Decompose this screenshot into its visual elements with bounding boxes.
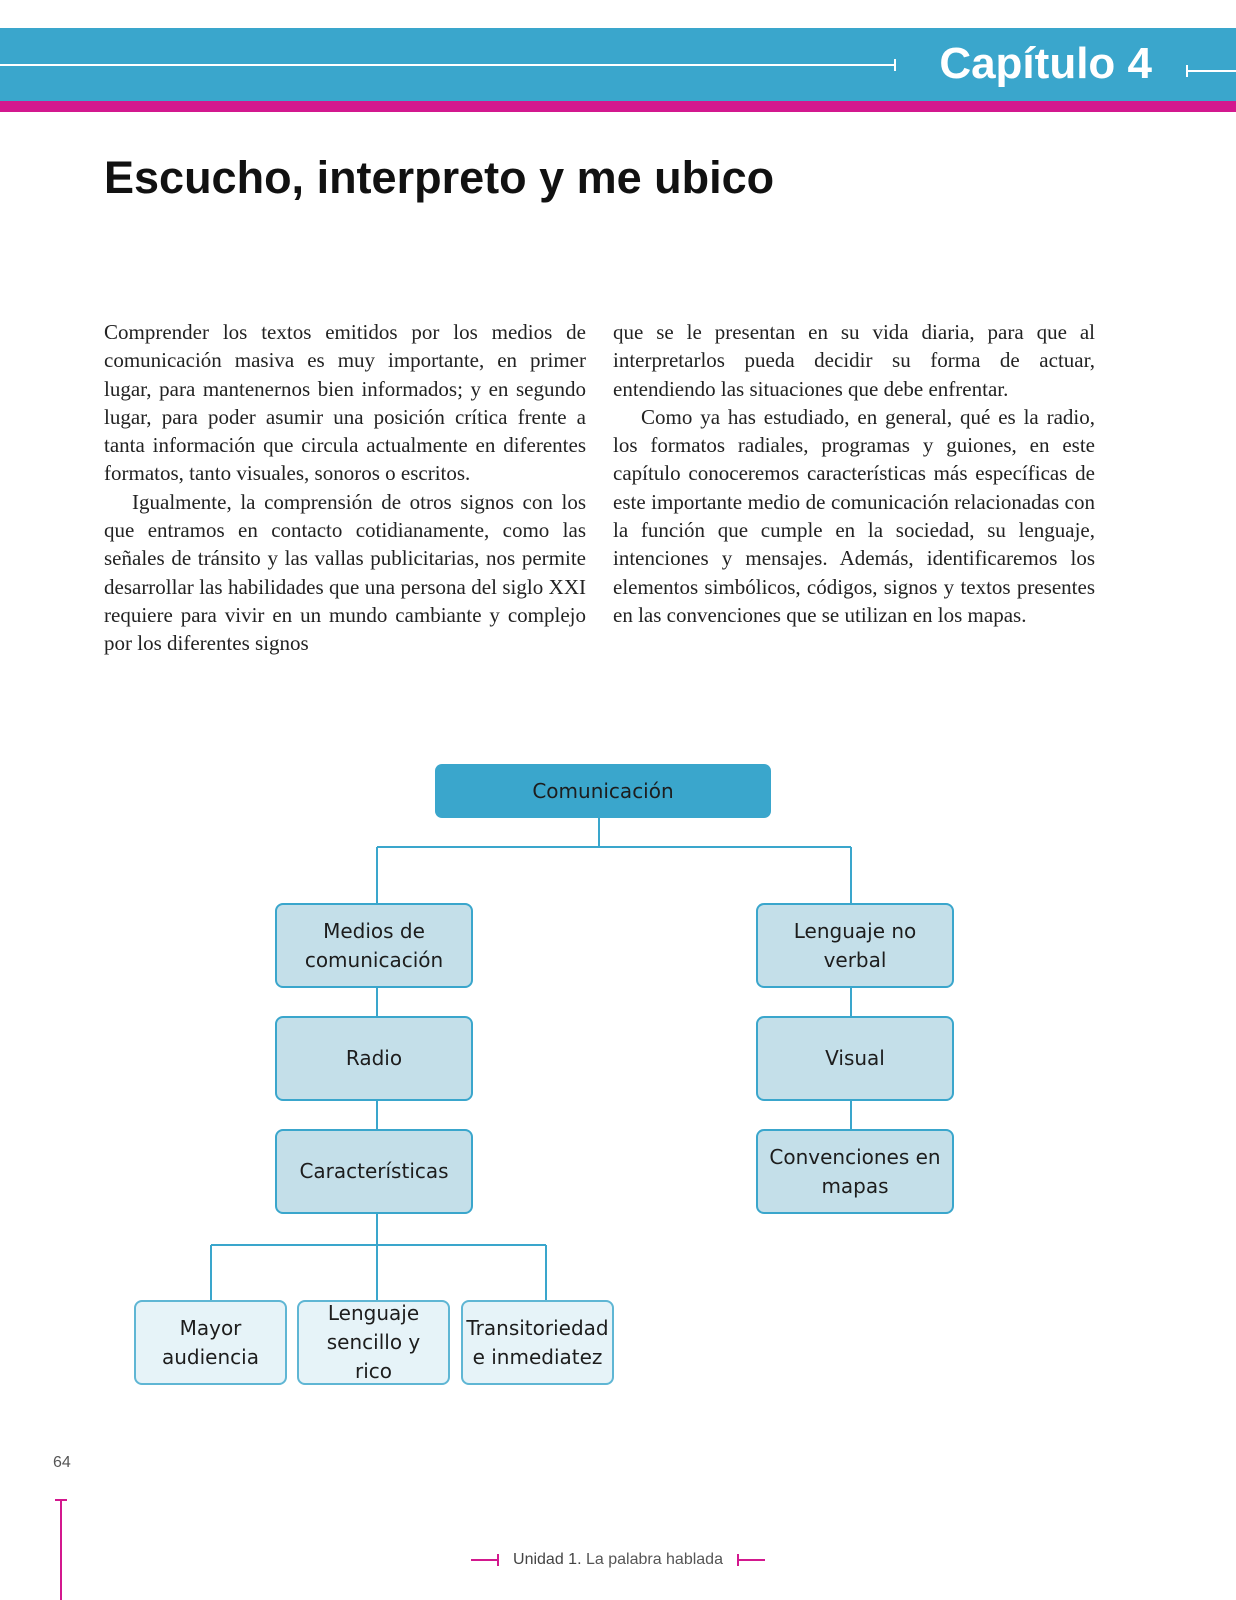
page-title: Escucho, interpreto y me ubico xyxy=(104,152,775,203)
node-comunicacion: Comunicación xyxy=(435,764,771,818)
node-radio: Radio xyxy=(275,1016,473,1101)
node-visual: Visual xyxy=(756,1016,954,1101)
node-caracteristicas: Características xyxy=(275,1129,473,1214)
paragraph: Comprender los textos emitidos por los medios de comunicación masiva es muy importante, en primer lugar, para mantenernos bien informados; y en segundo lugar, para poder asumir una posición crítica frente a tanta información que circula actualmente en diferentes formatos, tanto visuales, sonoros o escritos. xyxy=(104,320,586,486)
margin-rule-tick xyxy=(55,1499,67,1501)
node-lenguaje-sencillo-y-rico: Lenguaje sencillo y rico xyxy=(297,1300,450,1385)
running-footer xyxy=(0,1551,1236,1569)
body-column-right xyxy=(613,318,1095,629)
node-transitoriedad-e-inmediatez: Transitoriedad e inmediatez xyxy=(461,1300,614,1385)
footer-ornament-left xyxy=(471,1559,499,1561)
footer-unit: Unidad 1. xyxy=(513,1551,582,1568)
node-medios-de-comunicacion: Medios de comunicación xyxy=(275,903,473,988)
paragraph: que se le presentan en su vida diaria, para que al interpretarlos pueda decidir su forma de actuar, entendiendo las situaciones que debe enfrentar. xyxy=(613,320,1095,401)
chapter-header-accent-stripe xyxy=(0,101,1236,112)
header-rule-right xyxy=(1186,70,1236,72)
chapter-label: Capítulo 4 xyxy=(939,39,1152,88)
header-rule-left xyxy=(0,64,896,66)
paragraph: Como ya has estudiado, en general, qué es la radio, los formatos radiales, programas y guiones, en este capítulo conoceremos características más específicas de este importante medio de comunicación relacionadas con la función que cumple en la sociedad, su lenguaje, intenciones y mensajes. Además, identificaremos los elementos simbólicos, códigos, signos y textos presentes en las convenciones que se utilizan en los mapas. xyxy=(613,404,1095,627)
paragraph: Igualmente, la comprensión de otros signos con los que entramos en contacto cotidianamente, como las señales de tránsito y las vallas publicitarias, nos permite desarrollar las habilidades que una persona del siglo XXI requiere para vivir en un mundo cambiante y complejo por los diferentes signos xyxy=(104,489,586,656)
node-lenguaje-no-verbal: Lenguaje no verbal xyxy=(756,903,954,988)
page-number: 64 xyxy=(53,1454,71,1471)
node-mayor-audiencia: Mayor audiencia xyxy=(134,1300,287,1385)
margin-rule xyxy=(60,1500,62,1600)
body-column-left xyxy=(104,318,586,658)
footer-unit-title: La palabra hablada xyxy=(585,1551,723,1568)
footer-ornament-right xyxy=(737,1559,765,1561)
header-rule-right-tick xyxy=(1186,65,1188,77)
node-convenciones-en-mapas: Convenciones en mapas xyxy=(756,1129,954,1214)
header-rule-left-tick xyxy=(894,59,896,71)
